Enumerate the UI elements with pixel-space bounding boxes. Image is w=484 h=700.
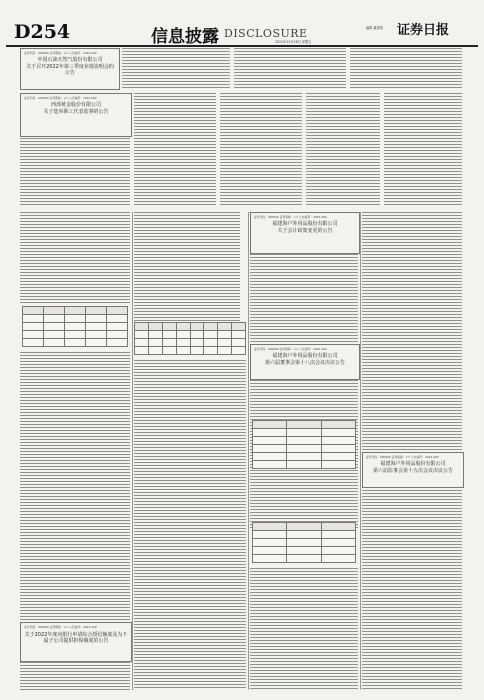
- text-column: [20, 138, 130, 206]
- announcement-box-6: [20, 622, 132, 662]
- page-number: D254: [14, 21, 71, 43]
- stock-codes: 证券代码：000000 证券简称：×× 公告编号：2022-000: [24, 96, 97, 100]
- text-column: [220, 93, 302, 206]
- announcement-box-3: [250, 212, 360, 254]
- text-column: [362, 490, 462, 690]
- announcement-title: 第六届监事会第十五次会议决议公告: [372, 468, 453, 474]
- stock-codes: 证券代码：000000 证券简称：×× 公告编号：2022-000: [254, 215, 327, 219]
- text-column: [250, 254, 358, 342]
- announcement-box-1: [20, 48, 120, 90]
- editor-line: 编辑 董春明: [366, 26, 383, 30]
- announcement-title: 关于召开2022年第三季度业绩说明会的公告: [26, 64, 114, 77]
- column-divider: [132, 212, 133, 690]
- announcement-box-5: [362, 452, 464, 488]
- stock-codes: 证券代码：000000 证券简称：×× 公告编号：2022-000: [366, 455, 439, 459]
- text-column: [20, 212, 130, 304]
- company-name: 福建海户外用品股份有限公司: [272, 221, 338, 227]
- text-column: [20, 352, 130, 620]
- text-column: [234, 48, 346, 90]
- announcement-box-4: [250, 344, 360, 380]
- company-name: 福建海户外用品股份有限公司: [272, 353, 338, 359]
- stock-codes: 证券代码：000000 证券简称：×× 公告编号：2022-000: [24, 51, 97, 55]
- text-column: [350, 48, 462, 90]
- stock-codes: 证券代码：000000 证券简称：×× 公告编号：2022-000: [254, 347, 327, 351]
- section-title: 信息披露: [151, 27, 219, 47]
- text-column: [362, 212, 462, 452]
- data-table: [252, 522, 356, 563]
- data-table: [134, 322, 246, 355]
- company-name: 西部黄金股份有限公司: [50, 102, 101, 108]
- text-column: [306, 93, 380, 206]
- announcement-title: 关于会计政策变更的公告: [277, 228, 333, 234]
- company-name: 福建海户外用品股份有限公司: [380, 461, 446, 467]
- data-table: [22, 306, 128, 347]
- text-column: [384, 93, 462, 206]
- page-header: [6, 9, 478, 47]
- masthead-logo: 证券日报: [397, 23, 450, 38]
- text-column: [134, 360, 246, 690]
- announcement-title: 关于选举职工代表监事的公告: [43, 109, 109, 115]
- announcement-box-2: [20, 93, 132, 137]
- column-divider: [248, 212, 249, 690]
- text-column: [122, 48, 230, 90]
- section-subtitle: DISCLOSURE: [224, 27, 308, 40]
- announcement-title: 第六届董事会第十八次会议决议公告: [264, 360, 345, 366]
- column-divider: [360, 212, 361, 690]
- announcement-title: 关于2022年度向银行申请综合授信额度及为下属子公司提供担保额度的公告: [24, 632, 128, 645]
- text-column: [250, 568, 358, 690]
- date-line: 2022年10月28日 星期五: [275, 40, 312, 44]
- text-column: [20, 662, 130, 690]
- text-column: [134, 93, 216, 206]
- data-table: [252, 420, 356, 469]
- stock-codes: 证券代码：000000 证券简称：×× 公告编号：2022-000: [24, 625, 97, 629]
- company-name: 中国石油天然气股份有限公司: [37, 57, 103, 63]
